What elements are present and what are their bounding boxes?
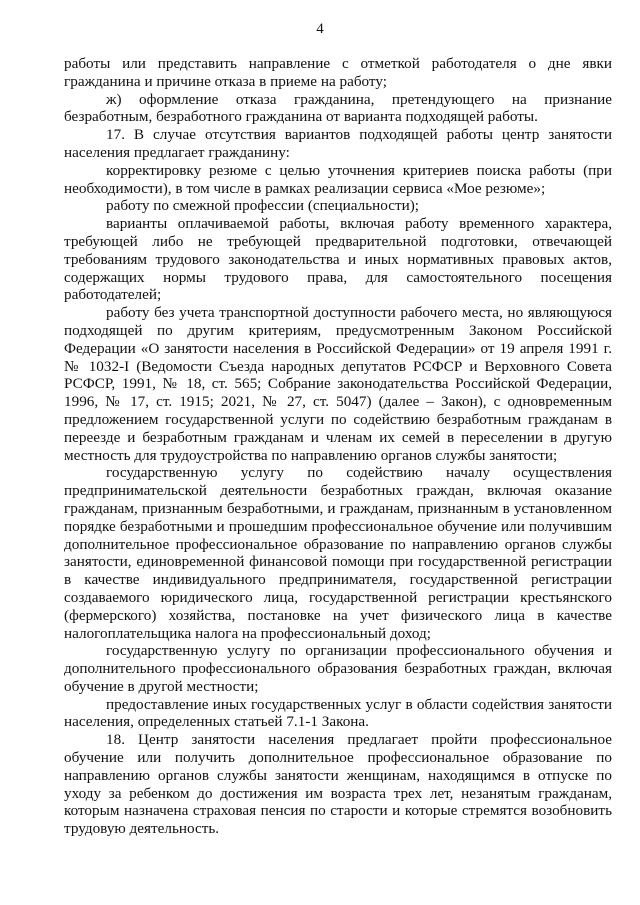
paragraph-17: 17. В случае отсутствия вариантов подходящей работы центр занятости населения предлагает гражданину: [64,126,612,161]
paragraph-paid-work-options: варианты оплачиваемой работы, включая работу временного характера, требующей либо не требующей предварительной подготовки, отвечающей требованиям трудового законодательства и иных нормативных правовых актов, содержащих нормы трудового права, для самостоятельного посещения работодателей; [64,215,612,304]
paragraph-18: 18. Центр занятости населения предлагает пройти профессиональное обучение или получить дополнительное профессиональное образование по направлению органов службы занятости женщинам, находящимся в отпуске по уходу за ребенком до достижения им возраста трех лет, незанятым гражданам, которым назначена страховая пенсия по старости и которые стремятся возобновить трудовую деятельность. [64,731,612,838]
paragraph-other-services: предоставление иных государственных услуг в области содействия занятости населения, определенных статьей 7.1-1 Закона. [64,695,612,731]
paragraph-item-zh: ж) оформление отказа гражданина, претендующего на признание безработным, безработного гражданина от варианта подходящей работы. [64,90,612,126]
paragraph-work-without-transport: работу без учета транспортной доступности рабочего места, но являющуюся подходящей по другим критериям, предусмотренным Законом Российской Федерации «О занятости населения в Российской Федерации» от 19 апреля 1991 г. № 1032-I (Ведомости Съезда народных депутатов РСФСР и Верховного Совета РСФСР, 1991, № 18, ст. 565; Собрание законодательства Российской Федерации, 1996, № 17, ст. 1915; 2021, № 27, ст. 5047) (далее – Закон), с одновременным предложением государственной услуги по содействию безработным гражданам в переезде и безработным гражданам и членам их семей в переселении в другую местность для трудоустройства по направлению органов службы занятости; [64,304,612,464]
paragraph-resume-correction: корректировку резюме с целью уточнения критериев поиска работы (при необходимости), в том числе в рамках реализации сервиса «Мое резюме»; [64,161,612,197]
paragraph-entrepreneurship-service: государственную услугу по содействию началу осуществления предпринимательской деятельности безработных граждан, включая оказание гражданам, признанным безработными, и гражданам, признанным в установленном порядке безработными и прошедшим профессиональное обучение или получившим дополнительное профессиональное образование по направлению органов службы занятости, единовременной финансовой помощи при государственной регистрации в качестве индивидуального предпринимателя, государственной регистрации создаваемого юридического лица, государственной регистрации крестьянского (фермерского) хозяйства, постановке на учет физического лица в качестве налогоплательщика налога на профессиональный доход; [64,464,612,642]
document-body [64,55,612,838]
paragraph-related-profession: работу по смежной профессии (специальности); [106,197,420,215]
page-number: 4 [316,21,324,37]
paragraph-continuation: работы или представить направление с отметкой работодателя о дне явки гражданина и причине отказа в приеме на работу; [64,55,612,90]
paragraph-training-service: государственную услугу по организации профессионального обучения и дополнительного профессионального образования безработных граждан, включая обучение в другой местности; [64,642,612,695]
